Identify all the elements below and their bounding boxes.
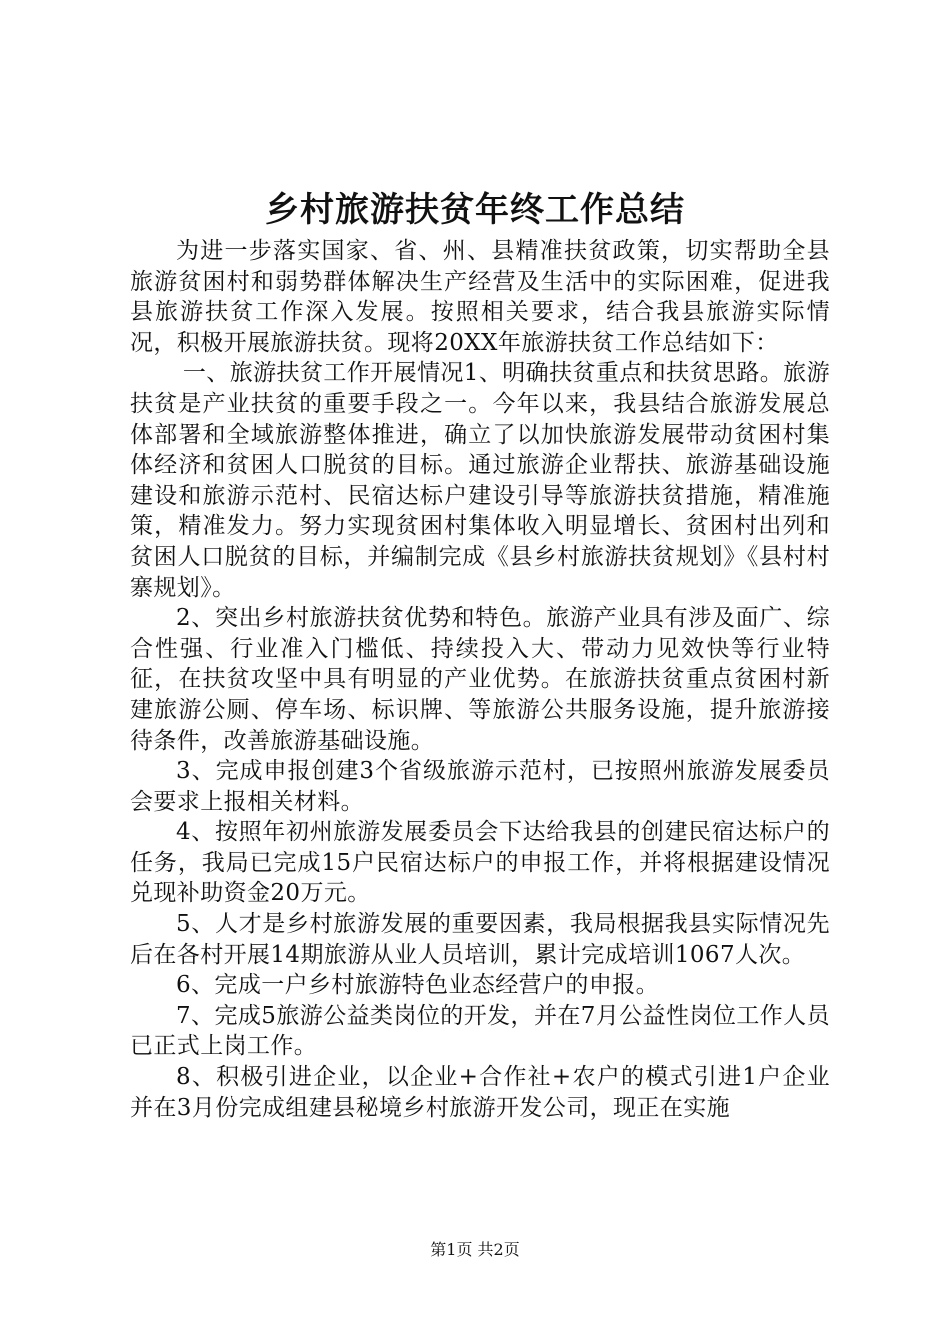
paragraph-item-7: 7、完成5旅游公益类岗位的开发，并在7月公益性岗位工作人员已正式上岗工作。 (130, 1002, 830, 1060)
paragraph-item-5: 5、人才是乡村旅游发展的重要因素，我局根据我县实际情况先后在各村开展14期旅游从业人员培训，累计完成培训1067人次。 (130, 911, 830, 968)
paragraph-item-6: 6、完成一户乡村旅游特色业态经营户的申报。 (176, 972, 660, 999)
paragraph-intro: 为进一步落实国家、省、州、县精准扶贫政策，切实帮助全县旅游贫困村和弱势群体解决生产经营及生活中的实际困难，促进我县旅游扶贫工作深入发展。按照相关要求，结合我县旅游实际情况，积极开展旅游扶贫。现将20XX年旅游扶贫工作总结如下： (130, 238, 830, 356)
document-body (130, 236, 830, 1123)
paragraph-section-1: 一、旅游扶贫工作开展情况1、明确扶贫重点和扶贫思路。旅游扶贫是产业扶贫的重要手段之一。今年以来，我县结合旅游发展总体部署和全域旅游整体推进，确立了以加快旅游发展带动贫困村集体经济和贫困人口脱贫的目标。通过旅游企业帮扶、旅游基础设施建设和旅游示范村、民宿达标户建设引导等旅游扶贫措施，精准施策，精准发力。努力实现贫困村集体收入明显增长、贫困村出列和贫困人口脱贫的目标，并编制完成《县乡村旅游扶贫规划》《县村村寨规划》。 (130, 360, 830, 601)
paragraph-item-8: 8、积极引进企业，以企业+合作社+农户的模式引进1户企业并在3月份完成组建县秘境乡村旅游开发公司，现正在实施 (130, 1064, 830, 1121)
paragraph-item-4: 4、按照年初州旅游发展委员会下达给我县的创建民宿达标户的任务，我局已完成15户民宿达标户的申报工作，并将根据建设情况兑现补助资金20万元。 (130, 819, 830, 907)
page-number-footer: 第1页 共2页 (430, 1240, 520, 1259)
paragraph-item-2: 2、突出乡村旅游扶贫优势和特色。旅游产业具有涉及面广、综合性强、行业准入门槛低、持续投入大、带动力见效快等行业特征，在扶贫攻坚中具有明显的产业优势。在旅游扶贫重点贫困村新建旅游公厕、停车场、标识牌、等旅游公共服务设施，提升旅游接待条件，改善旅游基础设施。 (130, 605, 830, 754)
document-title: 乡村旅游扶贫年终工作总结 (265, 190, 685, 230)
paragraph-item-3: 3、完成申报创建3个省级旅游示范村，已按照州旅游发展委员会要求上报相关材料。 (130, 758, 830, 815)
